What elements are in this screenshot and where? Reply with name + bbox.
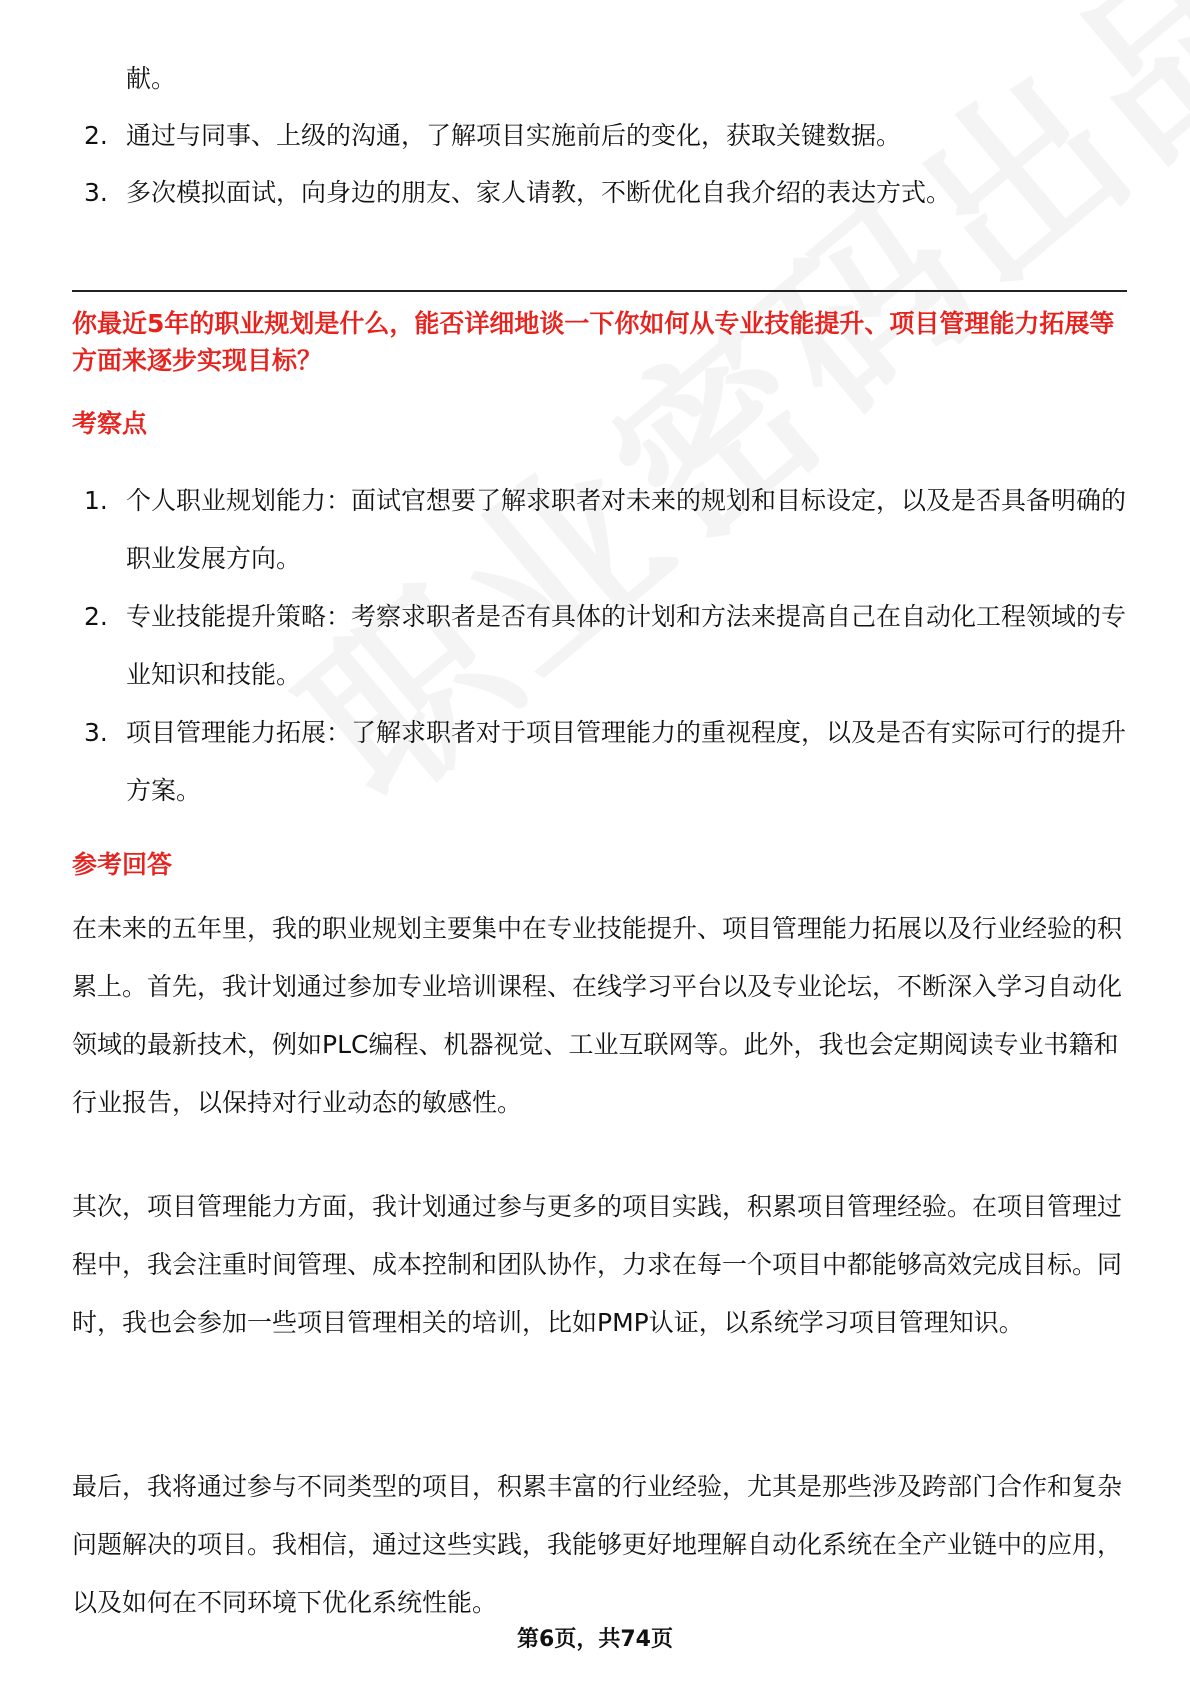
list-number: 3. — [84, 718, 108, 747]
page-footer: 第6页，共74页 — [517, 1627, 673, 1652]
list-text: 献。 — [126, 64, 177, 93]
list-item — [72, 107, 1127, 164]
list-number: 1. — [84, 486, 108, 515]
list-text: 个人职业规划能力：面试官想要了解求职者对未来的规划和目标设定，以及是否具备明确的职业发展方向。 — [126, 486, 1127, 573]
section-divider — [72, 290, 1127, 292]
list-text: 专业技能提升策略：考察求职者是否有具体的计划和方法来提高自己在自动化工程领域的专业知识和技能。 — [126, 602, 1127, 689]
list-item — [72, 0, 1127, 107]
check-points-heading: 考察点 — [72, 409, 148, 438]
check-points-list — [72, 472, 1127, 820]
list-number: 2. — [84, 602, 108, 631]
list-number: 3. — [84, 178, 108, 207]
answer-paragraph: 在未来的五年里，我的职业规划主要集中在专业技能提升、项目管理能力拓展以及行业经验的积累上。首先，我计划通过参加专业培训课程、在线学习平台以及专业论坛，不断深入学习自动化领域的最新技术，例如PLC编程、机器视觉、工业互联网等。此外，我也会定期阅读专业书籍和行业报告，以保持对行业动态的敏感性。 — [72, 914, 1123, 1117]
list-text: 项目管理能力拓展：了解求职者对于项目管理能力的重视程度，以及是否有实际可行的提升方案。 — [126, 718, 1127, 805]
list-item — [72, 588, 1127, 704]
answer-paragraph: 其次，项目管理能力方面，我计划通过参与更多的项目实践，积累项目管理经验。在项目管理过程中，我会注重时间管理、成本控制和团队协作，力求在每一个项目中都能够高效完成目标。同时，我也会参加一些项目管理相关的培训，比如PMP认证，以系统学习项目管理知识。 — [72, 1192, 1123, 1337]
answer-heading: 参考回答 — [72, 850, 173, 879]
continued-list — [72, 66, 1127, 221]
list-number: 2. — [84, 121, 108, 150]
question-title: 你最近5年的职业规划是什么，能否详细地谈一下你如何从专业技能提升、项目管理能力拓展等方面来逐步实现目标？ — [72, 309, 1115, 375]
answer-paragraph: 最后，我将通过参与不同类型的项目，积累丰富的行业经验，尤其是那些涉及跨部门合作和复杂问题解决的项目。我相信，通过这些实践，我能够更好地理解自动化系统在全产业链中的应用，以及如何在不同环境下优化系统性能。 — [72, 1472, 1123, 1617]
list-item — [72, 472, 1127, 588]
list-text: 通过与同事、上级的沟通，了解项目实施前后的变化，获取关键数据。 — [126, 121, 902, 150]
list-text: 多次模拟面试，向身边的朋友、家人请教，不断优化自我介绍的表达方式。 — [126, 178, 952, 207]
list-item — [72, 164, 1127, 221]
list-item — [72, 704, 1127, 820]
